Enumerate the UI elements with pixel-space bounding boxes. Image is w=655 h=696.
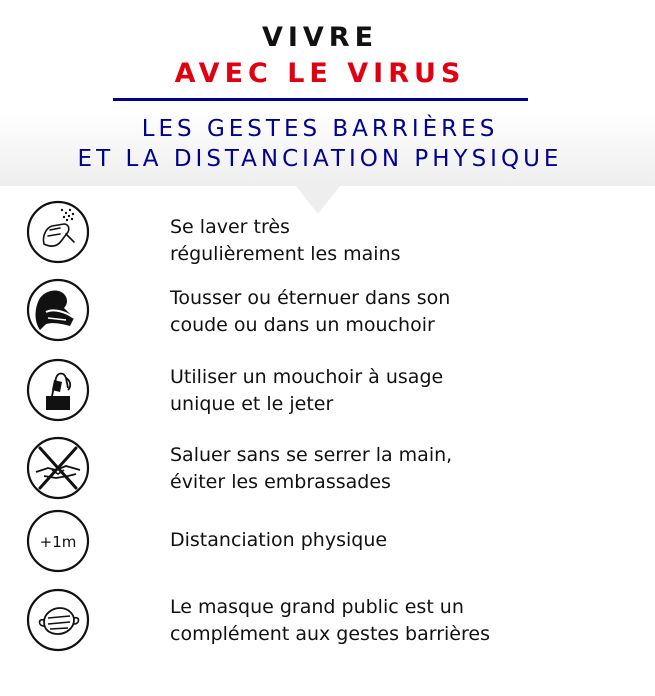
distance-label: +1m <box>39 533 77 551</box>
title-divider <box>113 98 528 101</box>
list-item <box>0 356 655 428</box>
title-vivre: VIVRE <box>261 22 379 53</box>
tissue-icon <box>26 358 90 422</box>
subtitle-line-1: LES GESTES BARRIÈRES <box>141 116 499 142</box>
list-item <box>0 196 655 268</box>
no-handshake-icon <box>26 436 90 500</box>
list-item <box>0 509 655 581</box>
title-avec-le-virus: AVEC LE VIRUS <box>174 58 466 89</box>
wash-hands-icon <box>26 200 90 264</box>
list-item <box>0 586 655 658</box>
item-text: Saluer sans se serrer la main, éviter les embrassades <box>170 444 453 493</box>
subtitle-line-2: ET LA DISTANCIATION PHYSIQUE <box>77 146 563 172</box>
item-text: Le masque grand public est un complément aux gestes barrières <box>170 596 490 645</box>
distance-icon <box>26 509 90 573</box>
item-text: Distanciation physique <box>170 529 388 551</box>
cough-elbow-icon <box>26 278 90 342</box>
item-text: Se laver très régulièrement les mains <box>170 216 401 265</box>
item-text: Tousser ou éternuer dans son coude ou dans un mouchoir <box>170 287 451 336</box>
item-text: Utiliser un mouchoir à usage unique et le jeter <box>170 366 444 415</box>
list-item <box>0 277 655 349</box>
list-item <box>0 434 655 506</box>
mask-icon <box>26 588 90 652</box>
